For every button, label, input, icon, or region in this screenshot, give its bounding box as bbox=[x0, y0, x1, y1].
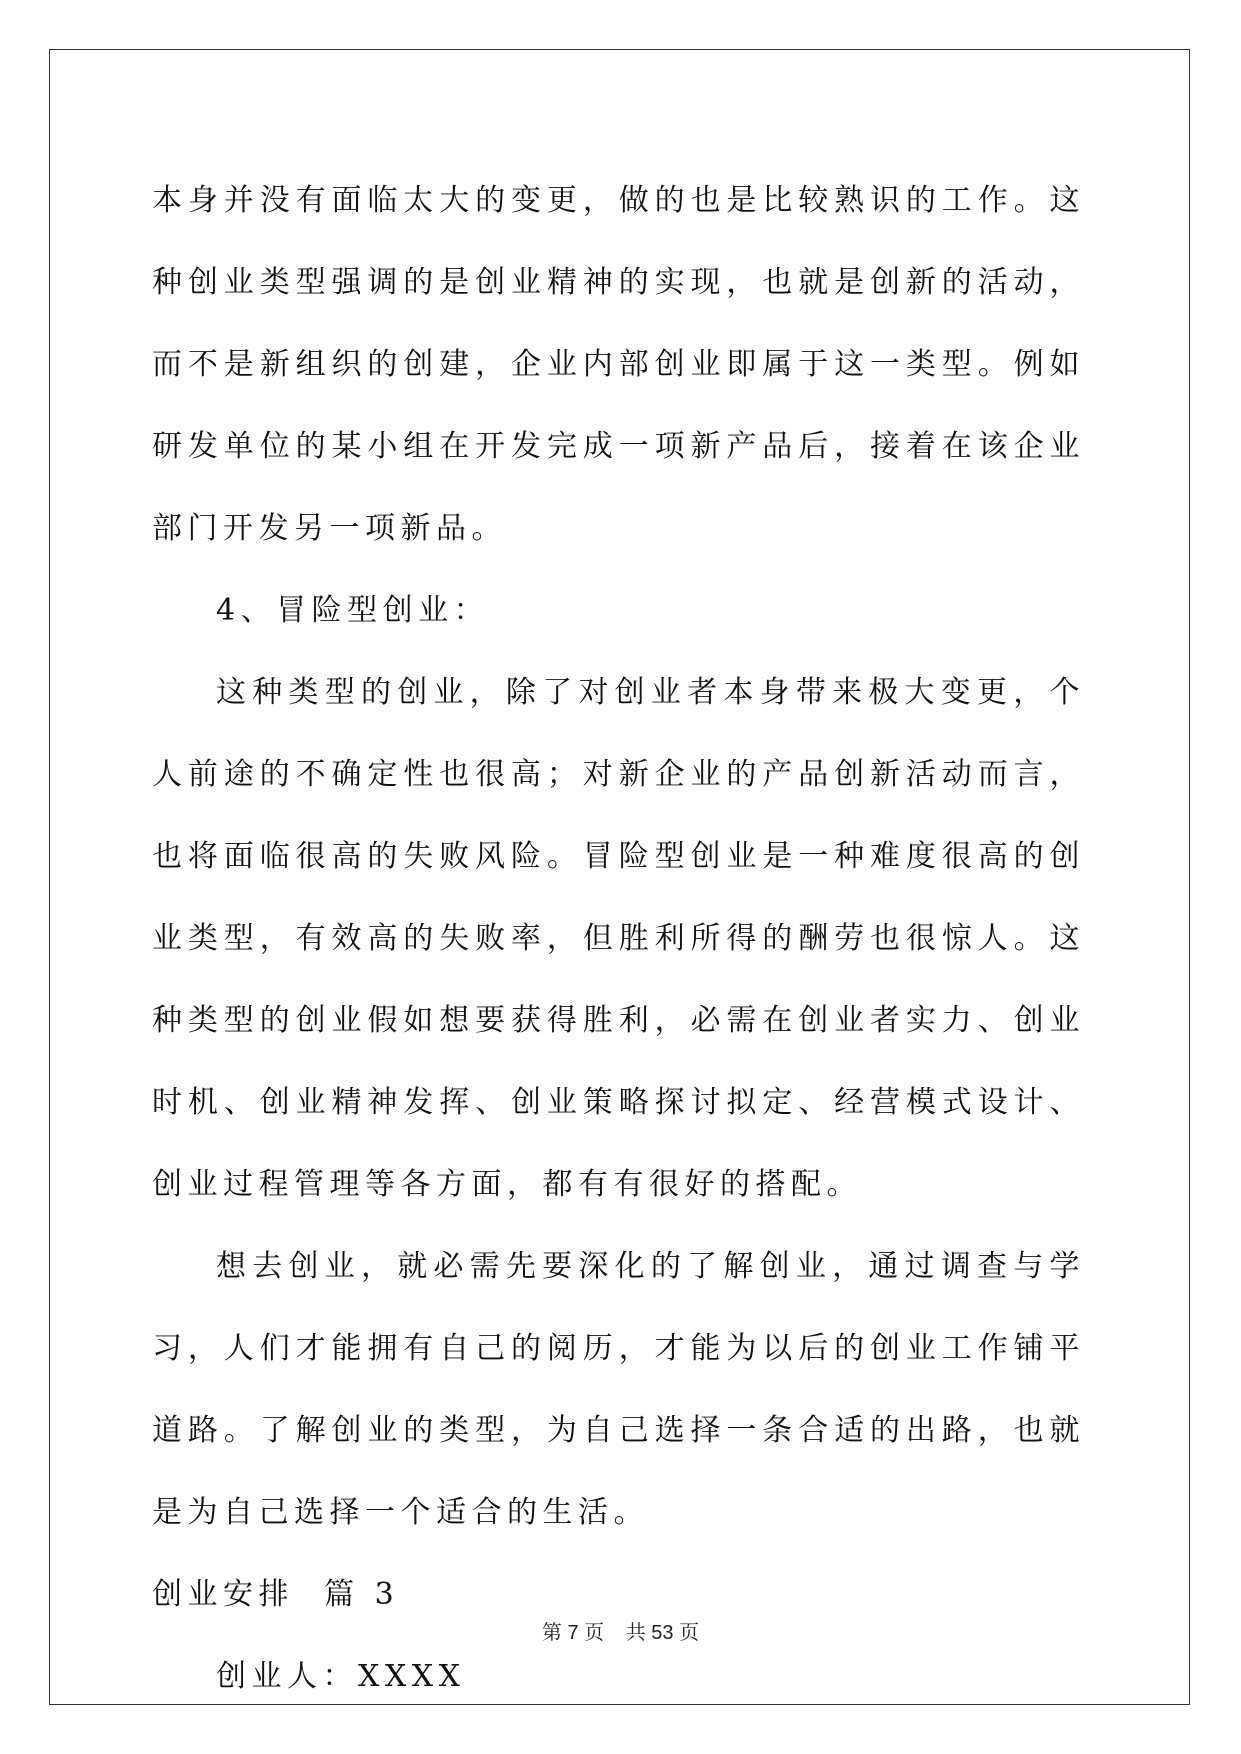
paragraph-continuation: 本身并没有面临太大的变更，做的也是比较熟识的工作。这种创业类型强调的是创业精神的实现，也就是创新的活动，而不是新组织的创建，企业内部创业即属于这一类型。例如研发单位的某小组在开发完成一项新产品后，接着在该企业部门开发另一项新品。 bbox=[152, 183, 1085, 546]
page-number-total: 共 53 页 bbox=[625, 1622, 700, 1644]
page-footer bbox=[0, 1616, 1241, 1645]
paragraph-adventure-description: 这种类型的创业，除了对创业者本身带来极大变更，个人前途的不确定性也很高；对新企业的产品创新活动而言，也将面临很高的失败风险。冒险型创业是一种难度很高的创业类型，有效高的失败率，但胜利所得的酬劳也很惊人。这种类型的创业假如想要获得胜利，必需在创业者实力、创业时机、创业精神发挥、创业策略探讨拟定、经营模式设计、创业过程管理等各方面，都有有很好的搭配。 bbox=[152, 675, 1085, 1202]
paragraph-conclusion: 想去创业，就必需先要深化的了解创业，通过调查与学习，人们才能拥有自己的阅历，才能为以后的创业工作铺平道路。了解创业的类型，为自己选择一条合适的出路，也就是为自己选择一个适合的生活。 bbox=[152, 1249, 1085, 1530]
subheading-adventure-type: 4、冒险型创业： bbox=[216, 593, 490, 628]
entrepreneur-line: 创业人：XXXX bbox=[216, 1659, 466, 1694]
section-heading: 创业安排 篇 3 bbox=[152, 1577, 400, 1612]
document-body bbox=[152, 160, 1085, 1718]
page-number-current: 第 7 页 bbox=[541, 1622, 605, 1644]
